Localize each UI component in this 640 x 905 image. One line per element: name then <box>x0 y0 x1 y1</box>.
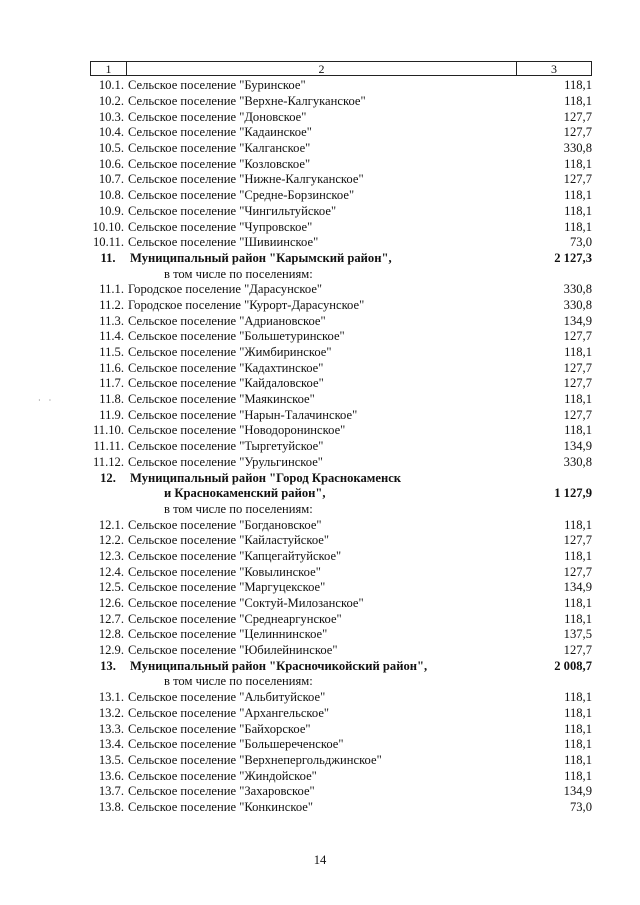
row-name: Сельское поселение "Капцегайтуйское" <box>128 548 342 563</box>
table-row <box>90 94 592 110</box>
row-value: 137,5 <box>563 627 592 642</box>
row-value: 127,7 <box>563 407 592 422</box>
page-number: 14 <box>313 853 327 867</box>
row-name: в том числе по поселениям: <box>164 501 313 516</box>
row-value: 118,1 <box>564 345 592 360</box>
row-name: в том числе по поселениям: <box>164 674 313 689</box>
row-number: 13.7. <box>98 784 124 799</box>
table-row <box>90 517 592 533</box>
row-name: Городское поселение "Курорт-Дарасунское" <box>128 297 365 312</box>
row-value: 134,9 <box>563 784 592 799</box>
row-name: Сельское поселение "Богдановское" <box>128 517 322 532</box>
row-value: 118,1 <box>564 517 592 532</box>
row-value: 118,1 <box>564 596 592 611</box>
row-number: 13.8. <box>98 799 124 814</box>
row-name: Сельское поселение "Доновское" <box>128 109 307 124</box>
row-number: 11.12. <box>92 454 124 469</box>
table-row <box>90 706 592 722</box>
table-row <box>90 580 592 596</box>
row-name: Сельское поселение "Шивиинское" <box>128 235 319 250</box>
table-row <box>90 78 592 94</box>
row-value: 127,7 <box>563 109 592 124</box>
row-name: Сельское поселение "Архангельское" <box>128 705 330 720</box>
table-row <box>90 784 592 800</box>
table-row <box>90 549 592 565</box>
row-name: Сельское поселение "Нарын-Талачинское" <box>128 407 358 422</box>
row-value: 118,1 <box>564 423 592 438</box>
row-name: Сельское поселение "Маргуцекское" <box>128 580 326 595</box>
row-value: 118,1 <box>564 203 592 218</box>
row-name: Сельское поселение "Соктуй-Милозанское" <box>128 596 364 611</box>
row-value: 118,1 <box>564 188 592 203</box>
district-row <box>90 486 592 502</box>
row-number: 10.2. <box>98 94 124 109</box>
row-value: 118,1 <box>564 768 592 783</box>
row-name: и Краснокаменский район", <box>164 486 326 501</box>
table-row <box>90 109 592 125</box>
row-name: Сельское поселение "Тыргетуйское" <box>128 439 324 454</box>
row-number: 12.4. <box>98 564 124 579</box>
row-name: Сельское поселение "Калганское" <box>128 141 311 156</box>
table-row <box>90 753 592 769</box>
row-name: Сельское поселение "Верхне-Калгуканское" <box>128 94 366 109</box>
row-value: 127,7 <box>563 376 592 391</box>
subheading-row <box>90 266 592 282</box>
row-value: 118,1 <box>564 156 592 171</box>
row-name: Сельское поселение "Маякинское" <box>128 392 315 407</box>
table-row <box>90 329 592 345</box>
row-number: 12. <box>100 470 116 485</box>
table-header <box>90 61 592 76</box>
row-value: 134,9 <box>563 313 592 328</box>
row-number: 11.6. <box>99 360 124 375</box>
district-row <box>90 470 592 486</box>
row-number: 10.5. <box>98 141 124 156</box>
row-value: 2 127,3 <box>554 250 592 265</box>
row-number: 12.2. <box>98 533 124 548</box>
row-value: 118,1 <box>564 94 592 109</box>
row-name: Сельское поселение "Козловское" <box>128 156 311 171</box>
table-row <box>90 156 592 172</box>
row-name: Сельское поселение "Кадаинское" <box>128 125 312 140</box>
row-name: Сельское поселение "Чингильтуйское" <box>128 203 337 218</box>
row-name: Сельское поселение "Ковылинское" <box>128 564 321 579</box>
row-value: 127,7 <box>563 125 592 140</box>
table-row <box>90 313 592 329</box>
row-number: 10.4. <box>98 125 124 140</box>
table-row <box>90 204 592 220</box>
row-number: 11.1. <box>99 282 124 297</box>
subheading-row <box>90 502 592 518</box>
table-row <box>90 596 592 612</box>
table-row <box>90 141 592 157</box>
row-number: 13.3. <box>98 721 124 736</box>
district-row <box>90 658 592 674</box>
table-body <box>90 78 592 815</box>
row-number: 10.10. <box>92 219 124 234</box>
row-name: Сельское поселение "Новодоронинское" <box>128 423 346 438</box>
table-row <box>90 188 592 204</box>
row-number: 12.7. <box>98 611 124 626</box>
table-row <box>90 768 592 784</box>
row-number: 12.1. <box>98 517 124 532</box>
row-name: Сельское поселение "Верхнепергольджинское" <box>128 752 382 767</box>
row-number: 13.1. <box>98 690 124 705</box>
row-name: Сельское поселение "Большереченское" <box>128 737 344 752</box>
row-value: 118,1 <box>564 737 592 752</box>
row-number: 11.2. <box>99 297 124 312</box>
district-row <box>90 251 592 267</box>
row-value: 118,1 <box>564 78 592 93</box>
row-value: 118,1 <box>564 392 592 407</box>
row-value: 118,1 <box>564 219 592 234</box>
row-name: Сельское поселение "Нижне-Калгуканское" <box>128 172 364 187</box>
row-number: 11.5. <box>99 345 124 360</box>
row-number: 12.8. <box>98 627 124 642</box>
row-value: 118,1 <box>564 705 592 720</box>
row-value: 127,7 <box>563 643 592 658</box>
row-name: Сельское поселение "Байхорское" <box>128 721 311 736</box>
row-number: 12.3. <box>98 548 124 563</box>
row-number: 13. <box>100 658 116 673</box>
row-number: 11.3. <box>99 313 124 328</box>
row-number: 13.5. <box>98 752 124 767</box>
table-row <box>90 643 592 659</box>
row-number: 13.4. <box>98 737 124 752</box>
row-name: Сельское поселение "Средне-Борзинское" <box>128 188 355 203</box>
row-name: Сельское поселение "Буринское" <box>128 78 306 93</box>
row-value: 118,1 <box>564 752 592 767</box>
subheading-row <box>90 674 592 690</box>
table-row <box>90 407 592 423</box>
table-row <box>90 737 592 753</box>
row-value: 330,8 <box>563 282 592 297</box>
row-name: Сельское поселение "Альбитуйское" <box>128 690 326 705</box>
row-number: 10.9. <box>98 203 124 218</box>
table-row <box>90 800 592 816</box>
row-number: 11.11. <box>93 439 124 454</box>
row-name: Сельское поселение "Целиннинское" <box>128 627 328 642</box>
row-name: Сельское поселение "Чупровское" <box>128 219 313 234</box>
row-name: Сельское поселение "Адриановское" <box>128 313 326 328</box>
row-name: Сельское поселение "Конкинское" <box>128 799 314 814</box>
row-name: Сельское поселение "Урульгинское" <box>128 454 323 469</box>
row-value: 118,1 <box>564 611 592 626</box>
row-name: Сельское поселение "Большетуринское" <box>128 329 345 344</box>
row-name: Сельское поселение "Кайластуйское" <box>128 533 329 548</box>
scan-speck: · · <box>38 396 55 405</box>
header-col-2: 2 <box>127 62 517 75</box>
table-row <box>90 564 592 580</box>
row-name: Муниципальный район "Карымский район", <box>130 250 392 265</box>
row-name: Сельское поселение "Кадахтинское" <box>128 360 324 375</box>
row-value: 127,7 <box>563 329 592 344</box>
row-name: в том числе по поселениям: <box>164 266 313 281</box>
budget-table <box>90 61 592 815</box>
row-number: 12.5. <box>98 580 124 595</box>
row-value: 127,7 <box>563 172 592 187</box>
header-col-3: 3 <box>551 62 557 76</box>
row-number: 10.11. <box>92 235 124 250</box>
row-value: 134,9 <box>563 580 592 595</box>
table-row <box>90 172 592 188</box>
row-name: Сельское поселение "Жиндойское" <box>128 768 317 783</box>
row-value: 118,1 <box>564 548 592 563</box>
table-row <box>90 219 592 235</box>
header-col-1: 1 <box>91 62 127 75</box>
row-value: 2 008,7 <box>554 658 592 673</box>
table-row <box>90 611 592 627</box>
row-name: Сельское поселение "Захаровское" <box>128 784 315 799</box>
row-name: Муниципальный район "Красночикойский район", <box>130 658 428 673</box>
row-number: 10.1. <box>98 78 124 93</box>
row-name: Сельское поселение "Кайдаловское" <box>128 376 324 391</box>
table-row <box>90 392 592 408</box>
row-value: 330,8 <box>563 297 592 312</box>
row-number: 11.7. <box>99 376 124 391</box>
table-row <box>90 298 592 314</box>
row-number: 13.2. <box>98 705 124 720</box>
row-name: Городское поселение "Дарасунское" <box>128 282 323 297</box>
row-number: 13.6. <box>98 768 124 783</box>
row-value: 330,8 <box>563 454 592 469</box>
row-name: Сельское поселение "Среднеаргунское" <box>128 611 342 626</box>
row-value: 73,0 <box>569 799 592 814</box>
row-value: 127,7 <box>563 360 592 375</box>
table-row <box>90 455 592 471</box>
row-name: Сельское поселение "Жимбиринское" <box>128 345 332 360</box>
table-row <box>90 423 592 439</box>
table-row <box>90 721 592 737</box>
row-number: 11.9. <box>99 407 124 422</box>
table-row <box>90 125 592 141</box>
table-row <box>90 376 592 392</box>
row-value: 73,0 <box>569 235 592 250</box>
row-number: 10.7. <box>98 172 124 187</box>
row-value: 330,8 <box>563 141 592 156</box>
table-row <box>90 627 592 643</box>
table-row <box>90 690 592 706</box>
row-name: Сельское поселение "Юбилейнинское" <box>128 643 338 658</box>
row-number: 12.9. <box>98 643 124 658</box>
row-value: 134,9 <box>563 439 592 454</box>
table-row <box>90 439 592 455</box>
row-value: 118,1 <box>564 690 592 705</box>
table-row <box>90 345 592 361</box>
row-value: 118,1 <box>564 721 592 736</box>
row-name: Муниципальный район "Город Краснокаменск <box>130 470 402 485</box>
row-number: 11.10. <box>92 423 124 438</box>
row-number: 11.8. <box>99 392 124 407</box>
row-value: 1 127,9 <box>554 486 592 501</box>
row-number: 10.8. <box>98 188 124 203</box>
row-value: 127,7 <box>563 564 592 579</box>
table-row <box>90 282 592 298</box>
row-number: 10.6. <box>98 156 124 171</box>
table-row <box>90 533 592 549</box>
row-number: 11.4. <box>99 329 124 344</box>
row-number: 10.3. <box>98 109 124 124</box>
row-value: 127,7 <box>563 533 592 548</box>
table-row <box>90 360 592 376</box>
row-number: 11. <box>100 250 116 265</box>
table-row <box>90 235 592 251</box>
row-number: 12.6. <box>98 596 124 611</box>
